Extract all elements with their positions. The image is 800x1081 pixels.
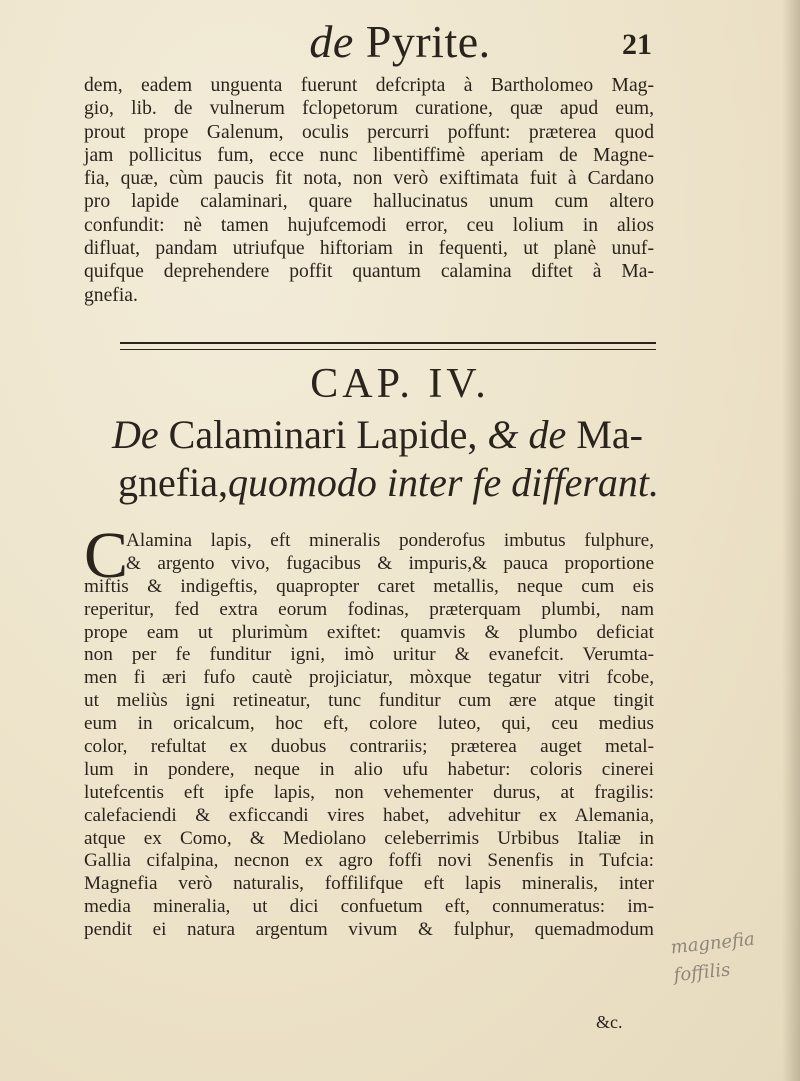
- text-line: prope eam ut plurimùm exiftet: quamvis & plumbo deficiat: [84, 621, 654, 643]
- running-head: [0, 14, 800, 70]
- text-line: atque ex Como, & Mediolano celeberrimis Urbibus Italiæ in: [84, 827, 654, 849]
- page-edge-shadow: [782, 0, 800, 1081]
- chapter-title-ampersand: &: [487, 412, 519, 457]
- marginalia-line-2: foffilis: [672, 959, 732, 987]
- drop-capital: C: [84, 519, 129, 592]
- text-line: ut meliùs igni retineatur, tunc funditur cum ære atque tingit: [84, 690, 654, 712]
- text-line: prout prope Galenum, oculis percurri poffunt: præterea quod: [84, 121, 654, 143]
- text-line: Magnefia verò naturalis, foffilifque eft lapis mineralis, inter: [84, 873, 654, 895]
- text-line: miftis & indigeftis, quapropter caret metallis, neque cum eis: [84, 575, 654, 597]
- text-line: calefaciendi & exficcandi vires habet, advehitur ex Alemania,: [84, 804, 654, 826]
- chapter-title-line-2: [118, 458, 718, 508]
- marginalia-line-1: magnefia: [669, 928, 756, 959]
- chapter-title-calaminari: Calaminari Lapide,: [158, 412, 488, 457]
- text-line: non per fe funditur igni, imò uritur & evanefcit. Verumta-: [84, 644, 654, 666]
- text-line: fia, quæ, cùm paucis fit nota, non verò exiftimata fuit à Cardano: [84, 168, 654, 190]
- text-line: Gallia cifalpina, necnon ex agro foffi novi Senenfis in Tufcia:: [84, 850, 654, 872]
- text-line: eum in oricalcum, hoc eft, colore luteo, qui, ceu medius: [84, 713, 654, 735]
- chapter-number: CAP. IV.: [310, 361, 490, 407]
- text-line: men fi æri fufo cautè projiciatur, mòxque tegatur vitri fcobe,: [84, 667, 654, 689]
- chapter-title-line-1: [112, 410, 712, 460]
- text-line: jam pollicitus fum, ecce nunc libentiffimè aperiam de Magne-: [84, 144, 654, 166]
- text-line: pendit ei natura argentum vivum & fulphur, quemadmodum: [84, 919, 654, 941]
- text-line: quifque deprehendere poffit quantum calamina diftet à Ma-: [84, 261, 654, 283]
- chapter-title-de: De: [112, 412, 159, 457]
- text-line: & argento vivo, fugacibus & impuris,& pauca proportione: [126, 552, 654, 574]
- body-paragraph: [84, 530, 654, 942]
- chapter-title-ma: Ma-: [566, 412, 643, 457]
- text-line: gnefia.: [84, 284, 138, 306]
- running-head-title-italic: de: [309, 16, 354, 67]
- page-number: 21: [622, 28, 652, 61]
- catchword: &c.: [596, 1012, 623, 1032]
- text-line: Alamina lapis, eft mineralis ponderofus imbutus fulphure,: [126, 530, 654, 551]
- text-line: confundit: nè tamen hujufcemodi error, ceu lolium in alios: [84, 214, 654, 236]
- handwritten-marginalia: [669, 922, 794, 990]
- running-head-title-roman: Pyrite.: [353, 16, 491, 67]
- text-line: media mineralia, ut dici confuetum eft, connumeratus: im-: [84, 896, 654, 918]
- text-line: difluat, pandam utriufque hiftoriam in fequenti, ut planè unuf-: [84, 238, 654, 260]
- text-line: pro lapide calaminari, quare hallucinatus unum cum altero: [84, 191, 654, 213]
- text-line: lum in pondere, neque in alio ufu habetur: coloris cinerei: [84, 758, 654, 780]
- text-line: dem, eadem unguenta fuerunt defcripta à Bartholomeo Mag-: [84, 75, 654, 96]
- chapter-title-gnefia: gnefia,: [118, 460, 228, 505]
- text-line: color, refultat ex duobus contrariis; præterea auget metal-: [84, 736, 654, 758]
- top-paragraph: [84, 74, 654, 307]
- text-line: gio, lib. de vulnerum fclopetorum curatione, quæ apud eum,: [84, 98, 654, 120]
- text-line: reperitur, fed extra eorum fodinas, præterquam plumbi, nam: [84, 598, 654, 620]
- text-line: lutefcentis eft ipfe lapis, non vehementer durus, at fragilis:: [84, 781, 654, 803]
- section-rule: [120, 342, 656, 350]
- running-head-title: [0, 14, 800, 70]
- chapter-title-differant: quomodo inter fe differant.: [227, 460, 660, 505]
- chapter-title-de-2: de: [518, 412, 567, 457]
